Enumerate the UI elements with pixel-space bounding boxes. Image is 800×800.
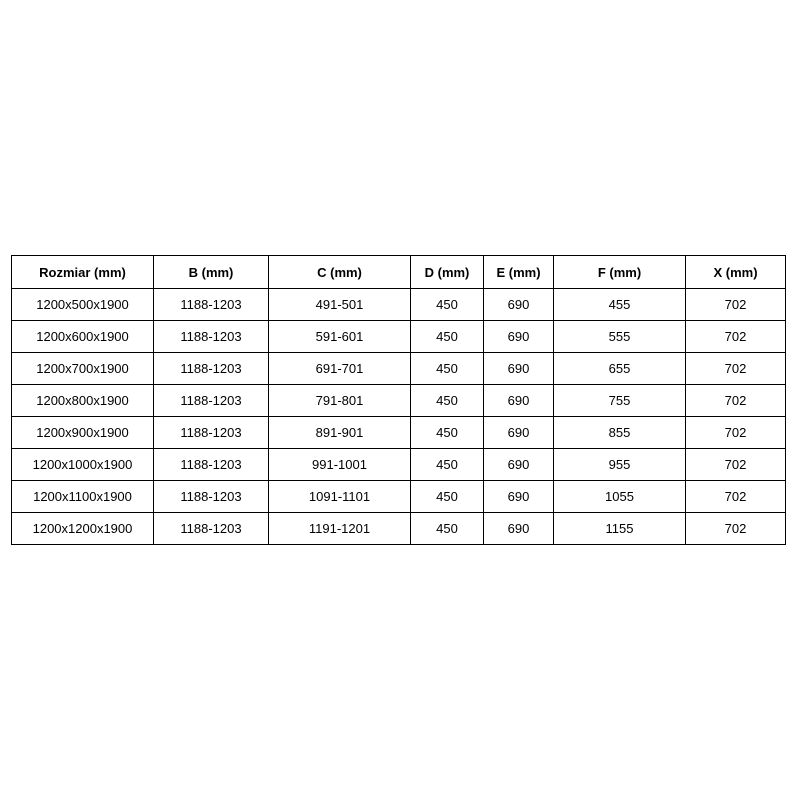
- cell: 1200x1200x1900: [12, 513, 154, 545]
- cell: 690: [484, 417, 554, 449]
- cell: 1200x800x1900: [12, 385, 154, 417]
- cell: 1055: [554, 481, 686, 513]
- cell: 555: [554, 321, 686, 353]
- cell: 1200x700x1900: [12, 353, 154, 385]
- header-cell: Rozmiar (mm): [12, 256, 154, 289]
- cell: 450: [411, 513, 484, 545]
- cell: 1200x900x1900: [12, 417, 154, 449]
- cell: 702: [686, 353, 786, 385]
- cell: 690: [484, 449, 554, 481]
- cell: 1188-1203: [154, 417, 269, 449]
- cell: 1091-1101: [269, 481, 411, 513]
- cell: 690: [484, 481, 554, 513]
- cell: 1200x1100x1900: [12, 481, 154, 513]
- cell: 755: [554, 385, 686, 417]
- cell: 1188-1203: [154, 353, 269, 385]
- header-cell: C (mm): [269, 256, 411, 289]
- cell: 702: [686, 417, 786, 449]
- cell: 1188-1203: [154, 289, 269, 321]
- header-cell: D (mm): [411, 256, 484, 289]
- cell: 1200x500x1900: [12, 289, 154, 321]
- table-header-row: [12, 256, 786, 289]
- cell: 702: [686, 289, 786, 321]
- cell: 1155: [554, 513, 686, 545]
- cell: 791-801: [269, 385, 411, 417]
- cell: 702: [686, 513, 786, 545]
- cell: 1200x1000x1900: [12, 449, 154, 481]
- cell: 1191-1201: [269, 513, 411, 545]
- table-body: [12, 289, 786, 545]
- cell: 450: [411, 481, 484, 513]
- cell: 991-1001: [269, 449, 411, 481]
- cell: 1188-1203: [154, 449, 269, 481]
- cell: 591-601: [269, 321, 411, 353]
- cell: 690: [484, 513, 554, 545]
- cell: 491-501: [269, 289, 411, 321]
- cell: 450: [411, 385, 484, 417]
- cell: 855: [554, 417, 686, 449]
- cell: 450: [411, 449, 484, 481]
- cell: 1188-1203: [154, 513, 269, 545]
- cell: 702: [686, 321, 786, 353]
- cell: 702: [686, 385, 786, 417]
- cell: 1188-1203: [154, 481, 269, 513]
- cell: 450: [411, 289, 484, 321]
- table-row: [12, 385, 786, 417]
- table-row: [12, 353, 786, 385]
- table-row: [12, 321, 786, 353]
- table-row: [12, 417, 786, 449]
- table-row: [12, 449, 786, 481]
- dimensions-table: [11, 255, 786, 545]
- cell: 450: [411, 353, 484, 385]
- cell: 655: [554, 353, 686, 385]
- table-row: [12, 481, 786, 513]
- header-cell: X (mm): [686, 256, 786, 289]
- cell: 450: [411, 417, 484, 449]
- header-cell: E (mm): [484, 256, 554, 289]
- cell: 455: [554, 289, 686, 321]
- table-row: [12, 513, 786, 545]
- cell: 691-701: [269, 353, 411, 385]
- cell: 690: [484, 353, 554, 385]
- header-cell: B (mm): [154, 256, 269, 289]
- cell: 891-901: [269, 417, 411, 449]
- header-cell: F (mm): [554, 256, 686, 289]
- cell: 1188-1203: [154, 321, 269, 353]
- cell: 702: [686, 449, 786, 481]
- cell: 1188-1203: [154, 385, 269, 417]
- cell: 690: [484, 321, 554, 353]
- cell: 690: [484, 289, 554, 321]
- cell: 450: [411, 321, 484, 353]
- cell: 702: [686, 481, 786, 513]
- table-row: [12, 289, 786, 321]
- cell: 955: [554, 449, 686, 481]
- cell: 690: [484, 385, 554, 417]
- cell: 1200x600x1900: [12, 321, 154, 353]
